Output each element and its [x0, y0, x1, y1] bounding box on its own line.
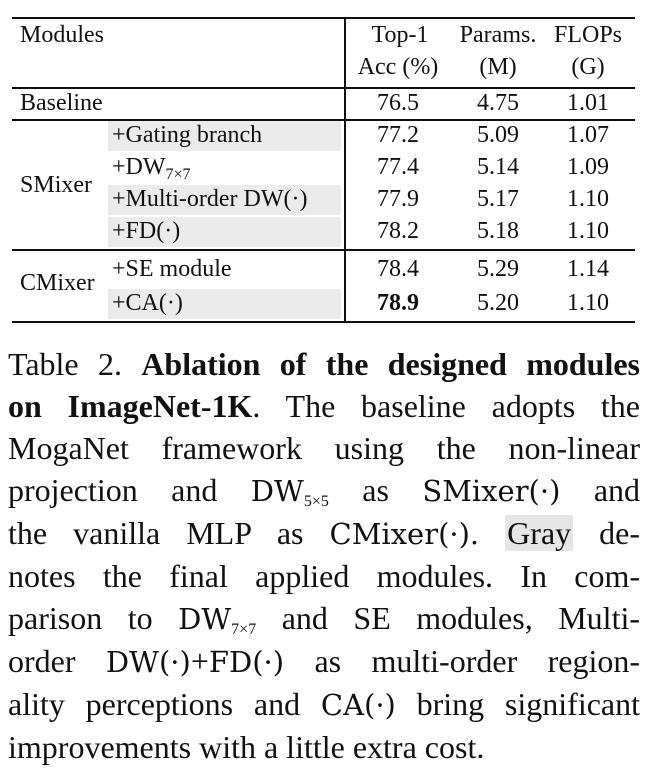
caption-table-number: Table 2. [8, 346, 142, 382]
cell-flops: 1.10 [567, 186, 609, 212]
caption-line: notes the final applied modules. In com- [8, 558, 640, 594]
math-dw: DW [250, 474, 304, 508]
caption-line [8, 640, 640, 683]
caption-line [8, 385, 640, 427]
caption-text: and SE modules, Multi- [256, 600, 640, 636]
module-subscript: 7×7 [165, 166, 191, 183]
math-fd: FD(·) [208, 645, 285, 679]
cell-flops: 1.07 [567, 122, 609, 148]
caption-text: order [8, 643, 106, 679]
caption-line: improvements with a little extra cost. [8, 729, 485, 765]
cell-acc: 78.4 [377, 256, 419, 282]
smixer-rule [12, 249, 635, 251]
cell-module: +SE module [112, 256, 232, 282]
caption-text: parison to [8, 600, 179, 636]
caption-text: projection and [8, 472, 251, 508]
cell-acc-best: 78.9 [377, 290, 419, 316]
math-dw: DW(·) [105, 645, 191, 679]
table-caption [8, 343, 640, 768]
math-smixer: SMixer(·) [422, 474, 561, 508]
caption-text: + [190, 643, 209, 679]
math-dw: DW [178, 602, 232, 636]
cell-flops: 1.01 [567, 90, 609, 116]
header-params-unit: (M) [479, 54, 517, 80]
caption-text: as [328, 472, 423, 508]
cell-acc: 76.5 [377, 90, 419, 116]
caption-line [8, 469, 640, 512]
cell-module [112, 153, 191, 181]
gray-legend: Gray [507, 515, 572, 551]
cell-acc: 77.9 [377, 186, 419, 212]
ablation-table [12, 17, 635, 323]
header-acc: Acc (%) [357, 54, 439, 80]
cell-params: 5.18 [477, 218, 519, 244]
caption-text: and [560, 472, 641, 508]
row-label-baseline: Baseline [20, 90, 103, 116]
math-ca: CA(·) [320, 688, 396, 722]
cell-params: 5.20 [477, 290, 519, 316]
header-modules: Modules [20, 22, 104, 48]
caption-text: . The baseline adopts the [252, 388, 641, 424]
caption-title: Ablation of the designed modules [141, 346, 641, 382]
header-flops: FLOPs [553, 22, 623, 48]
cell-module: +FD(·) [112, 218, 181, 244]
cell-params: 4.75 [477, 90, 519, 116]
cell-flops: 1.10 [567, 290, 609, 316]
group-label-cmixer: CMixer [20, 270, 95, 296]
caption-text: the vanilla MLP as [8, 515, 330, 551]
cell-acc: 77.2 [377, 122, 419, 148]
caption-line [8, 512, 640, 555]
header-top1: Top-1 [371, 22, 429, 48]
caption-text: as multi-order region- [284, 643, 641, 679]
cell-module: +Gating branch [112, 122, 263, 148]
table-top-rule [12, 17, 635, 19]
caption-line [8, 597, 640, 640]
header-rule [12, 87, 635, 89]
table-bottom-rule [12, 321, 635, 323]
header-flops-unit: (G) [571, 54, 605, 80]
cell-flops: 1.10 [567, 218, 609, 244]
math-subscript: 5×5 [303, 493, 329, 510]
cell-params: 5.29 [477, 256, 519, 282]
group-label-smixer: SMixer [20, 172, 92, 198]
cell-flops: 1.09 [567, 154, 609, 180]
cell-params: 5.09 [477, 122, 519, 148]
cell-params: 5.17 [477, 186, 519, 212]
cell-module: +CA(·) [112, 290, 183, 316]
cell-acc: 78.2 [377, 218, 419, 244]
cell-flops: 1.14 [567, 256, 609, 282]
math-subscript: 7×7 [231, 621, 257, 638]
caption-text: ality perceptions and [8, 686, 321, 722]
caption-title-cont: on ImageNet-1K [8, 388, 253, 424]
caption-text: bring significant [395, 686, 641, 722]
caption-line: MogaNet framework using the non-linear [8, 430, 640, 466]
caption-line [8, 343, 640, 385]
caption-line [8, 683, 640, 726]
cell-module: +Multi-order DW(·) [112, 186, 308, 212]
caption-text: de- [573, 515, 641, 551]
cell-params: 5.14 [477, 154, 519, 180]
column-divider [344, 17, 346, 323]
math-cmixer: CMixer(·). [329, 517, 480, 551]
header-params: Params. [459, 22, 537, 48]
module-main: +DW [112, 154, 166, 180]
cell-acc: 77.4 [377, 154, 419, 180]
